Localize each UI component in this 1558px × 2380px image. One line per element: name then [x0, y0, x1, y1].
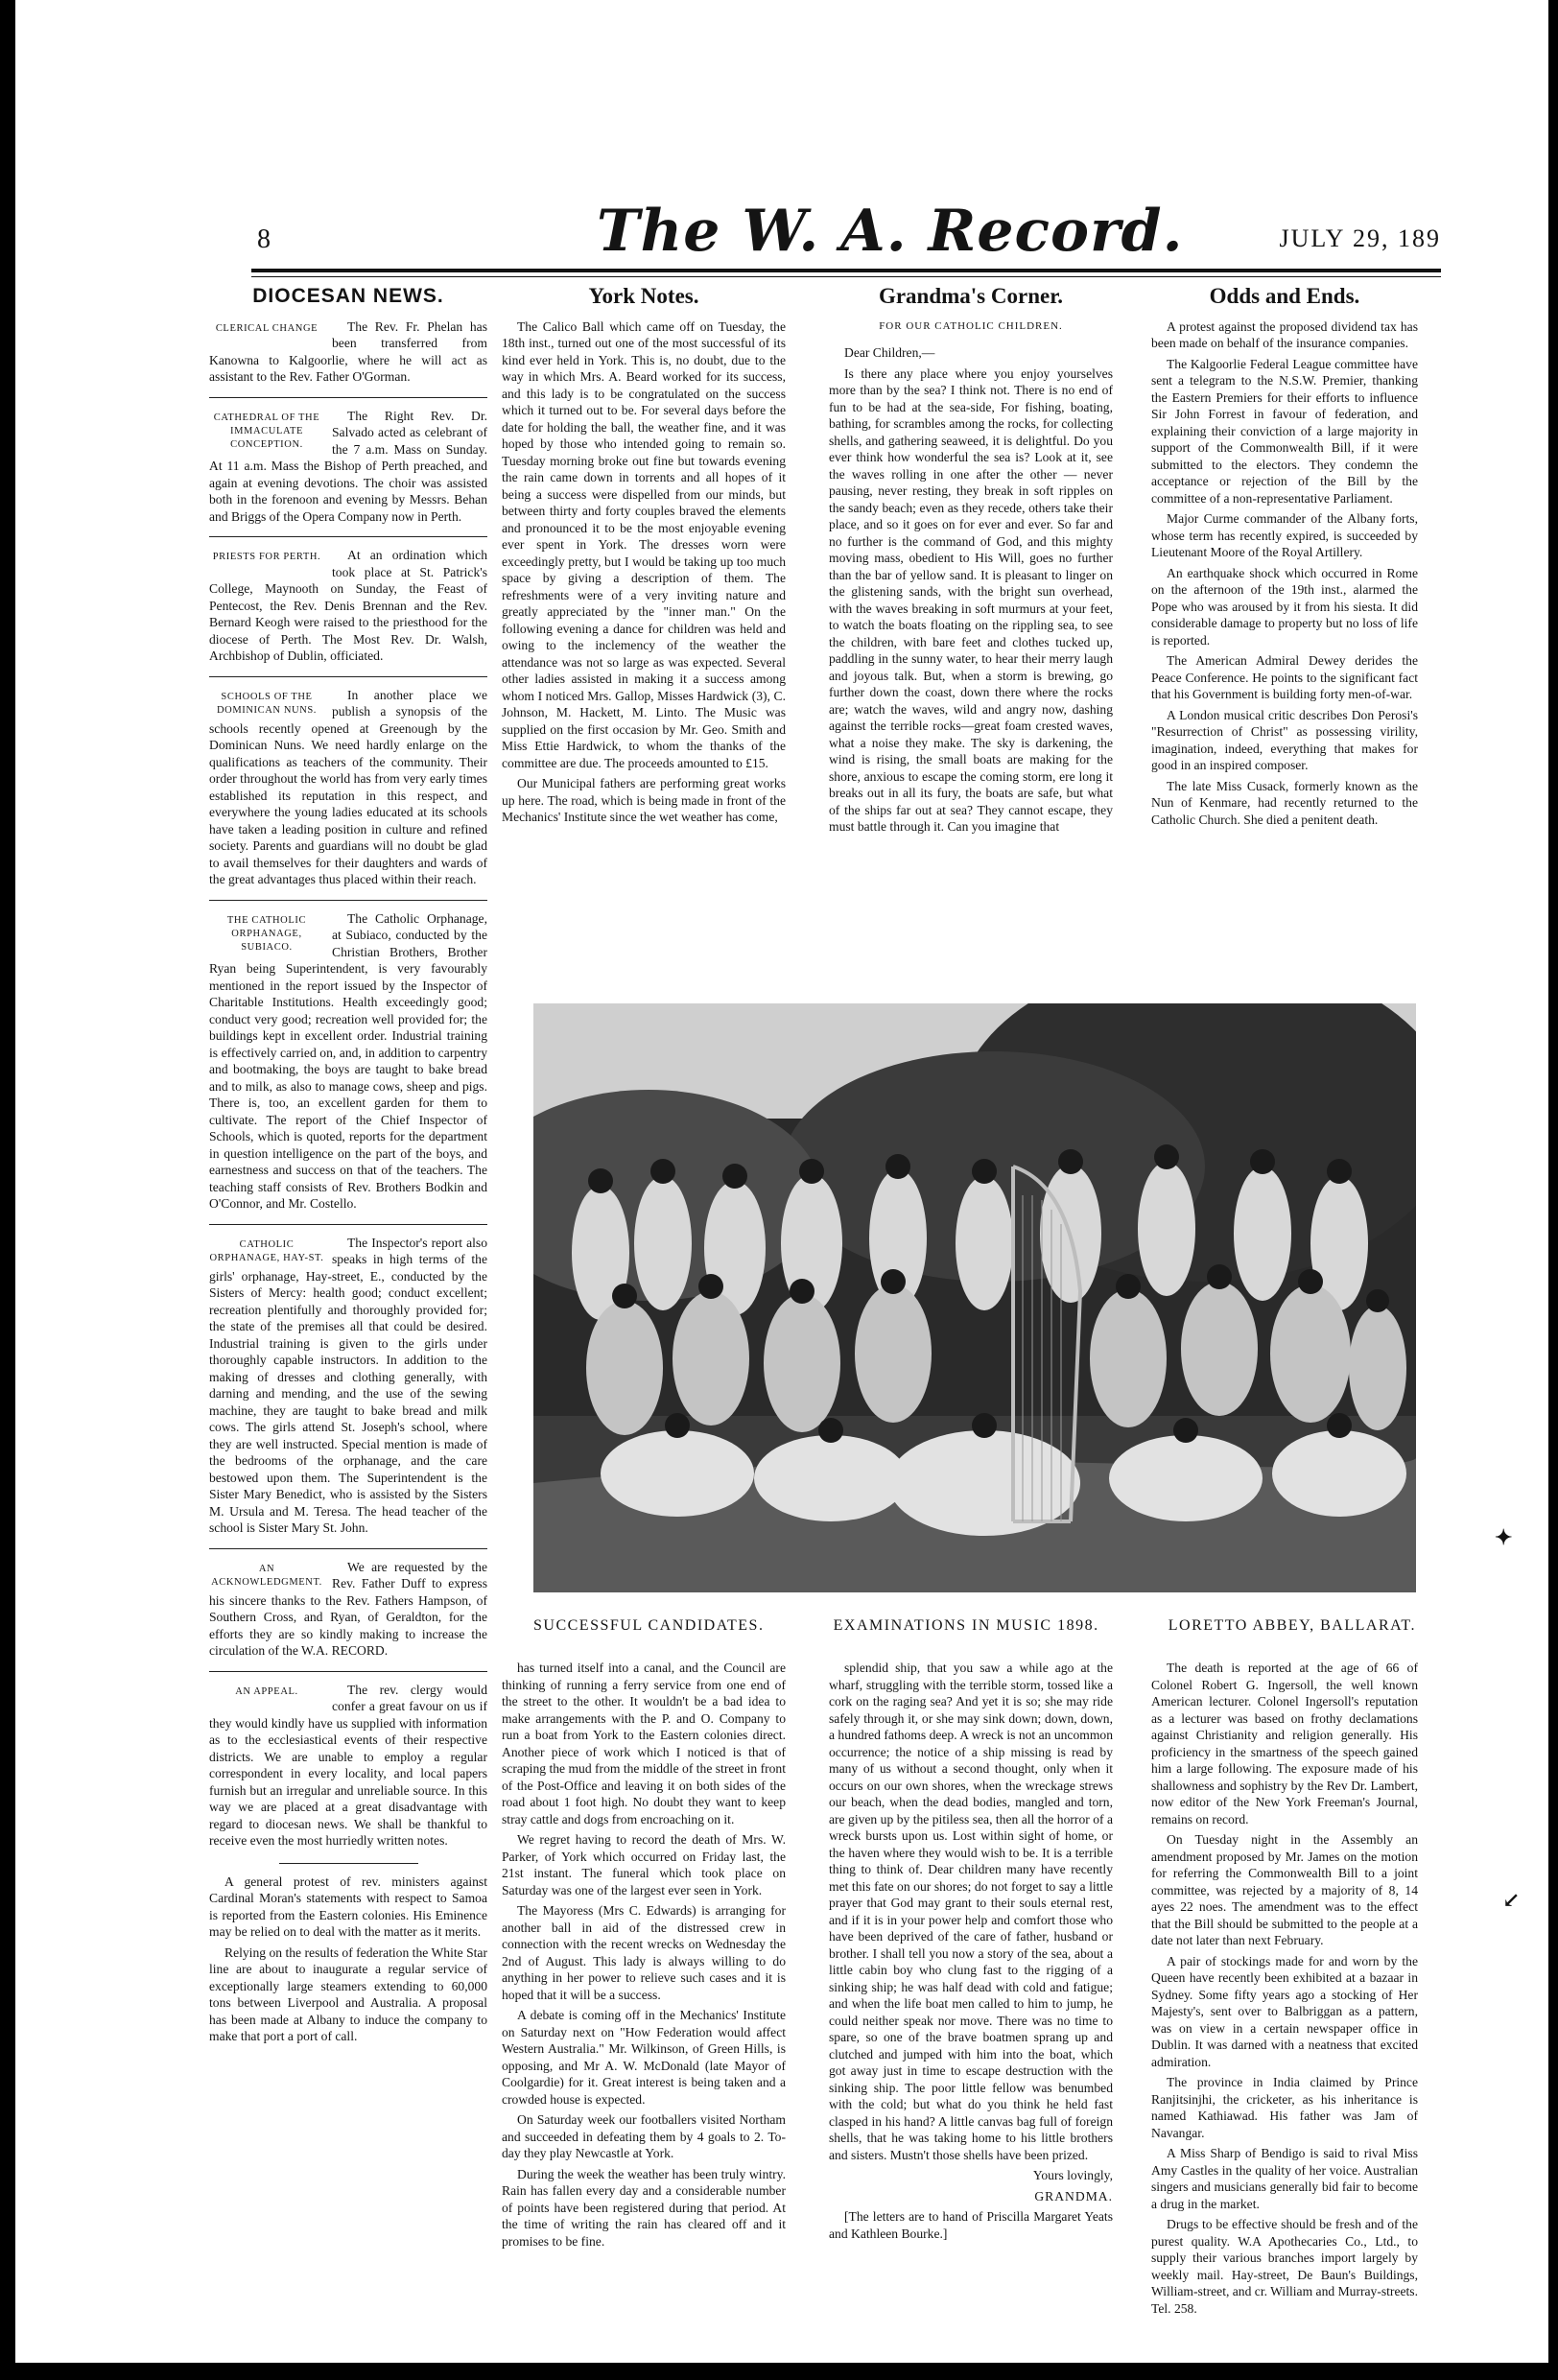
odds-paragraph: On Tuesday night in the Assembly an amendment proposed by Mr. James on the motion for referring the Commonwealth Bill to a joint committee, was rejected by a majority of 8, 14 ayes 22 noes. The amendment was to the effect that the Bill should be submitted to the people at a date not later than next February. [1151, 1832, 1418, 1947]
york-paragraph: On Saturday week our footballers visited Northam and succeeded in defeating them by 4 goals to 2. To-day they play Newcastle at York. [502, 2112, 786, 2160]
issue-date: JULY 29, 189 [1279, 224, 1441, 252]
news-item-side-head: CLERICAL CHANGE [215, 322, 319, 334]
odds-paragraph: The late Miss Cusack, formerly known as the Nun of Kenmare, had recently returned to the Catholic Church. She died a penitent death. [1151, 778, 1418, 827]
diocesan-news-closing [209, 1873, 487, 2045]
page-number: 8 [257, 224, 271, 254]
odds-paragraph: Major Curme commander of the Albany forts, whose term has recently expired, is succeeded by Lieutenant Moore of the Royal Artillery. [1151, 511, 1418, 559]
york-paragraph: The Calico Ball which came off on Tuesday, the 18th inst., turned out one of the most successful of its kind ever held in York. This is, no doubt, due to the way in which Mrs. A. Beard worked for its success, and this lady is to be congratulated on the success which it turned out to be. For several days before the date for holding the ball, the weather fine, and it was hoped by those who intended going to remain so. Tuesday morning broke out fine but towards evening the rain came down in torrents and all hopes of it being a success were dispelled from our minds, but between thirty and forty couples braved the elements and pronounced it to be the most enjoyable evening ever spent in York. The dresses worn were exceedingly pretty, but I would be taking up too much space by giving a description of them. The refreshments were of a very inviting nature and greatly appreciated by the "inner man." On the following evening a dance for children was held and owing to the inclemency of the weather the attendance was not so large as was expected. Several other ladies assisted in making it a success among whom I noticed Mrs. Gallop, Misses Hardwick (3), C. Johnson, M. Hackett, M. Linto. The Music was supplied on the first occasion by Mr. Geo. Smith and Miss Ettie Hardwick, to whom the thanks of the committee are due. The proceeds amounted to £15. [502, 318, 786, 770]
grandmas-corner-continued-text [829, 1660, 1113, 2163]
scan-edge-right [1548, 0, 1558, 2380]
caption-center: EXAMINATIONS IN MUSIC 1898. [833, 1617, 1099, 1634]
news-item [209, 536, 487, 669]
york-paragraph: During the week the weather has been truly wintry. Rain has fallen every day and a considerable number of points have been registered during that period. At the time of writing the rain has cleared off and it promises to be fine. [502, 2166, 786, 2249]
header-rule-thin [251, 276, 1441, 277]
photo-caption [533, 1617, 1416, 1635]
section-divider [279, 1863, 418, 1864]
letter-signoff: Yours lovingly, [1032, 2168, 1113, 2182]
news-item-text: In another place we publish a synopsis of the schools recently opened at Greenough by the Dominican Nuns. We need hardly enlarge on the qualifications as teachers of the community. Their order throughout the world has from very early times established its reputation in this respect, and everywhere the young ladies educated at its schools have taken a leading position in culture and refined society. Parents and guardians will no doubt be glad to avail themselves for their daughters and wards of the great advantages thus placed within their reach. [209, 687, 487, 886]
news-paragraph: A general protest of rev. ministers against Cardinal Moran's statements with respect to Samoa is reported from the Eastern colonies. His Eminence may be relied on to deal with the matter as it merits. [209, 1873, 487, 1939]
york-notes-continued-text [502, 1660, 786, 2250]
grandmas-corner-heading: Grandma's Corner. [878, 284, 1064, 308]
scan-edge-bottom [0, 2363, 1558, 2380]
ink-mark: ✦ [1495, 1525, 1513, 1549]
news-item-text: We are requested by the Rev. Father Duff to express his sincere thanks to the Rev. Fathers Hampson, of Southern Cross, and Ryan, of Geraldton, for the efforts they are so kindly making to increase the circulation of the W.A. RECORD. [209, 1559, 487, 1658]
news-item-side-head: AN APPEAL. [235, 1685, 298, 1697]
odds-paragraph: The American Admiral Dewey derides the Peace Conference. He points to the significant fact that his Government is building forty men-of-war. [1151, 653, 1418, 701]
odds-paragraph: The province in India claimed by Prince Ranjitsinjhi, the cricketer, as his inheritance is named Kathiawad. His father was Jam of Navangar. [1151, 2075, 1418, 2140]
column-grandmas-corner [829, 284, 1113, 839]
news-item [209, 397, 487, 530]
diocesan-news-items [209, 318, 487, 1853]
york-notes-text [502, 318, 786, 826]
letter-paragraph: splendid ship, that you saw a while ago at the wharf, struggling with the terrible storm, tossed like a cork on the raging sea? And yet it is so; she may ride safely through it, or she may sink down; down, down, a hundred fathoms deep. A wreck is not an uncommon occurrence; the notice of a ship missing is read by many of us without a second thought, only when it occurs on our own shores, when the wreckage strews our beach, when the dead bodies, mangled and torn, are given up by the pitiless sea, then all the horror of a wreck bursts upon us. Lost within sight of home, or the haven where they would wish to be. It is a terrible thing to think of. Dear children many have recently met this fate on our shores; do not forget to say a little prayer that God may grant to their souls eternal rest, and if it is in your power help and comfort those who have been deprived of the care of father, husband or brother. I shall tell you now a story of the sea, about a little cabin boy who clung fast to the rigging of a sinking ship; he was half dead with cold and fatigue; and when the life boat men called to him to jump, he could neither speak nor move. There was no time to spare, so one of the brave boatmen sprang up and clutched and jumped with him into the boat, which got away just in time to escape destruction with the sinking ship. The poor little fellow was benumbed with the cold; but what do you think he held fast clasped in his hand? A little canvas bag full of foreign shells, that he was taking home to his little brothers and sisters. Mustn't those shells have been prized. [829, 1661, 1113, 2162]
odds-paragraph: The Kalgoorlie Federal League committee have sent a telegram to the N.S.W. Premier, thanking the Eastern Premiers for their efforts to influence Sir John Forrest in favour of federation, and explaining their conviction of a large majority in support of the Commonwealth Bill, if it were submitted to the electors. They condemn the acceptance or rejection of the Bill by the committee of a non-representative Parliament. [1151, 356, 1418, 506]
salutation: Dear Children,— [844, 345, 935, 360]
column-diocesan-news [209, 285, 487, 2049]
news-item-text: The Catholic Orphanage, at Subiaco, conducted by the Christian Brothers, Brother Ryan being Superintendent, is very favourably mentioned in the report issued by the Inspector of Charitable Institutions. Health exceedingly good; conduct very good; recreation well provided for; the buildings kept in excellent order. Industrial training is effectively carried on, and, in addition to carpentry and bootmaking, the boys are taught to bake bread and to milk, as also to manage cows, sheep and pigs. There is, too, an excellent garden for them to cultivate. The report of the Chief Inspector of Schools, which is quoted, reports for the department in question intelligence on the part of the boys, and earnestness and success on that of the teachers. The teaching staff consists of Rev. Brothers Bodkin and O'Connor, and Mr. Costello. [209, 910, 487, 1211]
news-item-side-head: AN ACKNOWLEDGMENT. [211, 1563, 322, 1588]
news-item [209, 900, 487, 1216]
odds-paragraph: A London musical critic describes Don Perosi's "Resurrection of Christ" as possessing virility, imagination, indeed, everything that makes for good in an inspired composer. [1151, 707, 1418, 772]
odds-paragraph: The death is reported at the age of 66 of Colonel Robert G. Ingersoll, the well known American lecturer. Colonel Ingersoll's reputation as a lecturer was based on frothy declamations against Christianity and religion generally. His proficiency in the smartness of the speech gained him a large following. The exposure made of his shallowness and sophistry by the Rev Dr. Lambert, now editor of the New York Freeman's Journal, remains on record. [1151, 1661, 1418, 1826]
grandmas-corner-subheading: FOR OUR CATHOLIC CHILDREN. [879, 319, 1063, 332]
column-york-notes [502, 284, 786, 830]
odds-paragraph: Drugs to be effective should be fresh and of the purest quality. W.A Apothecaries Co., Ltd., to supply their various branches import largely by weekly mail. Hay-street, De Baun's Buildings, William-street, and cr. William and Murray-streets. Tel. 258. [1151, 2217, 1418, 2316]
odds-and-ends-continued-text [1151, 1660, 1418, 2317]
news-paragraph: Relying on the results of federation the White Star line are about to inaugurate a regular service of exceptionally large steamers extending to 60,000 tons between Liverpool and Australia. A proposal has been made at Albany to induce the company to make that port a port of call. [209, 1944, 487, 2043]
scan-edge-left [0, 0, 15, 2380]
news-item-side-head: PRIESTS FOR PERTH. [212, 552, 321, 562]
column-york-notes-continued [502, 1660, 786, 2253]
york-paragraph: has turned itself into a canal, and the Council are thinking of running a ferry service from one end of the street to the other. It wouldn't be a bad idea to make arrangements with the P. and O. Company to run a boat from York to the Eastern colonies direct. Another piece of work which I noticed is that of scraping the mud from the middle of the street in front of the Post-Office and leaving it on both sides of the road about 1 foot high. No doubt they want to keep stray cattle and dogs from encroaching on it. [502, 1661, 786, 1826]
letters-footnote: [The letters are to hand of Priscilla Margaret Yeats and Kathleen Bourke.] [829, 2209, 1113, 2241]
letter-paragraph: Is there any place where you enjoy yourselves more than by the sea? I think not. There is no end of fun to be had at the sea-side, For fishing, boating, bathing, for scrambles among the rocks, for collecting shells, and gathering seaweed, it is delightful. Do you ever think how wonderful the sea is? Look at it, see the waves rolling in one after the other — never pausing, never resting, they break in soft ripples on the sandy beach; even as they recede, others take their place, and so it goes on for ever and ever. So far and no further is the command of God, and this mighty moving mass, obedient to His Will, goes no further than the bar of yellow sand. It is pleasant to linger on the glistening sands, with the bright sun overhead, with the waves breaking in soft murmurs at your feet, to watch the boats floating on the rippling sea, to see the children, with bare feet and clothes tucked up, paddling in the sunny water, to hear their merry laugh and joyous talk. But, when a storm is brewing, go further down the coast, down there where the rocks are; watch the waves, wild and angry now, dashing against the terrible rocks—great foam crested waves, what a noise they make. The sky is darkening, the wind is rising, the small boats are making for the shore, anxious to escape the coming storm, ere long it breaks out in all its fury, the boats are safe, but what of the ships far out at sea? They cannot escape, they must battle through it. Can you imagine that [829, 365, 1113, 834]
odds-paragraph: A protest against the proposed dividend tax has been made on behalf of the insurance companies. [1151, 318, 1418, 350]
page-header [251, 198, 1441, 271]
ink-mark: ↙ [1502, 1888, 1521, 1912]
header-rule [251, 269, 1441, 272]
news-item-text: The Rev. Fr. Phelan has been transferred from Kanowna to Kalgoorlie, where he will act as assistant to the Rev. Father O'Gorman. [209, 318, 487, 384]
news-item [209, 1671, 487, 1853]
news-item-side-head: CATHOLIC ORPHANAGE, HAY-ST. [209, 1238, 324, 1263]
odds-and-ends-text [1151, 318, 1418, 829]
york-notes-heading: York Notes. [588, 284, 699, 308]
news-item-text: The Inspector's report also speaks in high terms of the girls' orphanage, Hay-street, E., conducted by the Sisters of Mercy: health good; conduct excellent; recreation plentifully and thoroughly provided for; the state of the premises all that could be desired. Industrial training is given to the girls under thoroughly capable instructors. In addition to the making of dresses and clothing generally, with darning and mending, and the use of the sewing machine, they are taught to bake bread and milk cows. The girls attend St. Joseph's school, where they are well instructed. Special mention is made of the bedrooms of the orphanage, and the care bestowed upon them. The Superintendent is the Sister Mary Benedict, who is assisted by the Sisters M. Ursula and M. Teresa. The head teacher of the school is Sister Mary St. John. [209, 1235, 487, 1535]
news-item-text: The Right Rev. Dr. Salvado acted as celebrant of the 7 a.m. Mass on Sunday. At 11 a.m. Mass the Bishop of Perth preached, and again at evening devotions. The choir was assisted both in the forenoon and evening by Messrs. Behan and Briggs of the Opera Company now in Perth. [209, 408, 487, 524]
caption-left: SUCCESSFUL CANDIDATES. [533, 1617, 765, 1634]
column-grandmas-corner-continued [829, 1660, 1113, 2246]
photograph-music-candidates [533, 1003, 1416, 1592]
news-item-text: The rev. clergy would confer a great favour on us if they would kindly have us supplied with information as to the ecclesiastical events of their respective districts. We are unable to employ a regular correspondent in every locality, and local papers furnish but an irregular and unreliable source. In this way we are placed at a great disadvantage with regard to diocesan news. We shall be thankful to receive even the most hurriedly written notes. [209, 1682, 487, 1848]
news-item [209, 318, 487, 389]
diocesan-news-heading: DIOCESAN NEWS. [252, 285, 444, 307]
news-item [209, 1548, 487, 1663]
york-paragraph: A debate is coming off in the Mechanics' Institute on Saturday next on "How Federation would affect Western Australia." Mr. Wilkinson, of Green Hills, is opposing, and Mr A. W. McDonald (late Mayor of Coolgardie) for it. Great interest is being taken and a crowded house is expected. [502, 2008, 786, 2107]
masthead-title: The W. A. Record. [597, 198, 1184, 265]
column-odds-and-ends-continued [1151, 1660, 1418, 2321]
odds-paragraph: A Miss Sharp of Bendigo is said to rival Miss Amy Castles in the quality of her voice. Australian singers and musicians generally bid fair to become a drug in the market. [1151, 2146, 1418, 2211]
odds-paragraph: An earthquake shock which occurred in Rome on the afternoon of the 19th inst., alarmed the Pope who was aroused by it from his siesta. It did considerable damage to property but no loss of life is reported. [1151, 565, 1418, 648]
news-item-side-head: CATHEDRAL OF THE IMMACULATE CONCEPTION. [213, 412, 320, 450]
news-item-text: At an ordination which took place at St. Patrick's College, Maynooth on Sunday, the Feast of Pentecost, the Rev. Denis Brennan and the Rev. Bernard Keogh were raised to the priesthood for the diocese of Perth. The Most Rev. Dr. Walsh, Archbishop of Dublin, officiated. [209, 548, 487, 663]
caption-right: LORETTO ABBEY, BALLARAT. [1168, 1617, 1416, 1634]
york-paragraph: Our Municipal fathers are performing great works up here. The road, which is being made in front of the Mechanics' Institute since the wet weather has come, [502, 776, 786, 824]
letter-signature: GRANDMA. [1034, 2188, 1113, 2203]
news-item [209, 1224, 487, 1541]
news-item-side-head: SCHOOLS OF THE DOMINICAN NUNS. [216, 691, 318, 716]
column-odds-and-ends [1151, 284, 1418, 832]
odds-paragraph: A pair of stockings made for and worn by the Queen have recently been exhibited at a bazaar in Sydney. Some fifty years ago a stocking of Her Majesty's, sent over to Balbriggan as a pattern, was on view in a certain newspaper office in Dublin. It was darned with a neatness that excited admiration. [1151, 1953, 1418, 2069]
grandmas-corner-text [829, 365, 1113, 836]
news-item-side-head: THE CATHOLIC ORPHANAGE, SUBIACO. [226, 914, 307, 953]
york-paragraph: We regret having to record the death of Mrs. W. Parker, of York which occurred on Friday last, the 21st instant. The funeral which took place on Saturday was one of the largest ever seen in York. [502, 1832, 786, 1897]
odds-and-ends-heading: Odds and Ends. [1209, 284, 1360, 308]
york-paragraph: The Mayoress (Mrs C. Edwards) is arranging for another ball in aid of the distressed crew in connection with the recent wrecks on Wednesday the 2nd of August. This lady is always willing to do anything in her power to relieve such cases and it is hoped that it will be a success. [502, 1903, 786, 2002]
news-item [209, 676, 487, 892]
